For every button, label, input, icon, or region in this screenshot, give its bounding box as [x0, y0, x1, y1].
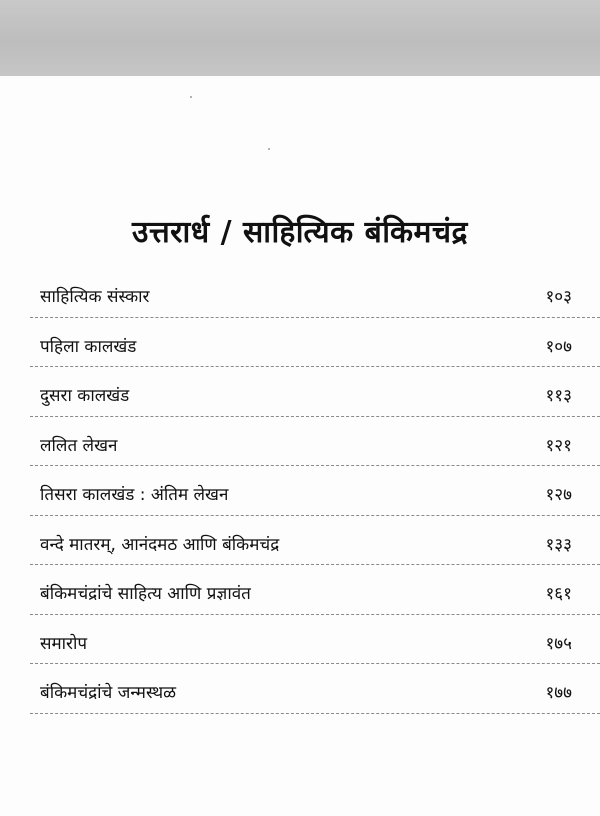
toc-chapter-title: पहिला कालखंड — [40, 336, 137, 357]
scan-speck — [268, 148, 270, 150]
toc-page-number: ११३ — [545, 386, 572, 406]
scan-top-band — [0, 0, 600, 76]
toc-page-number: १३३ — [545, 534, 572, 555]
toc-page-number: १६१ — [545, 584, 572, 604]
toc-chapter-title: समारोप — [40, 633, 88, 654]
toc-row — [30, 367, 600, 417]
toc-chapter-title: बंकिमचंद्रांचे साहित्य आणि प्रज्ञावंत — [40, 584, 251, 604]
table-of-contents — [30, 268, 600, 714]
toc-page-number: १७७ — [545, 683, 572, 703]
toc-row — [30, 615, 600, 665]
toc-chapter-title: ललित लेखन — [40, 435, 118, 456]
toc-row — [30, 268, 600, 318]
toc-row — [30, 417, 600, 467]
toc-row — [30, 466, 600, 516]
toc-row — [30, 664, 600, 714]
section-title: उत्तरार्ध / साहित्यिक बंकिमचंद्र — [132, 215, 468, 250]
toc-chapter-title: दुसरा कालखंड — [40, 386, 130, 406]
toc-chapter-title: बंकिमचंद्रांचे जन्मस्थळ — [40, 683, 176, 703]
toc-chapter-title: वन्दे मातरम्, आनंदमठ आणि बंकिमचंद्र — [40, 534, 280, 555]
toc-page-number: १२१ — [545, 435, 572, 456]
toc-page-number: १०३ — [545, 287, 572, 307]
toc-page-number: १०७ — [545, 336, 572, 357]
toc-page-number: १२७ — [545, 485, 572, 505]
toc-chapter-title: तिसरा कालखंड : अंतिम लेखन — [40, 485, 229, 505]
scan-speck — [190, 96, 192, 98]
toc-page-number: १७५ — [545, 633, 572, 654]
toc-row — [30, 318, 600, 368]
toc-chapter-title: साहित्यिक संस्कार — [40, 287, 150, 307]
toc-row — [30, 516, 600, 566]
toc-row — [30, 565, 600, 615]
